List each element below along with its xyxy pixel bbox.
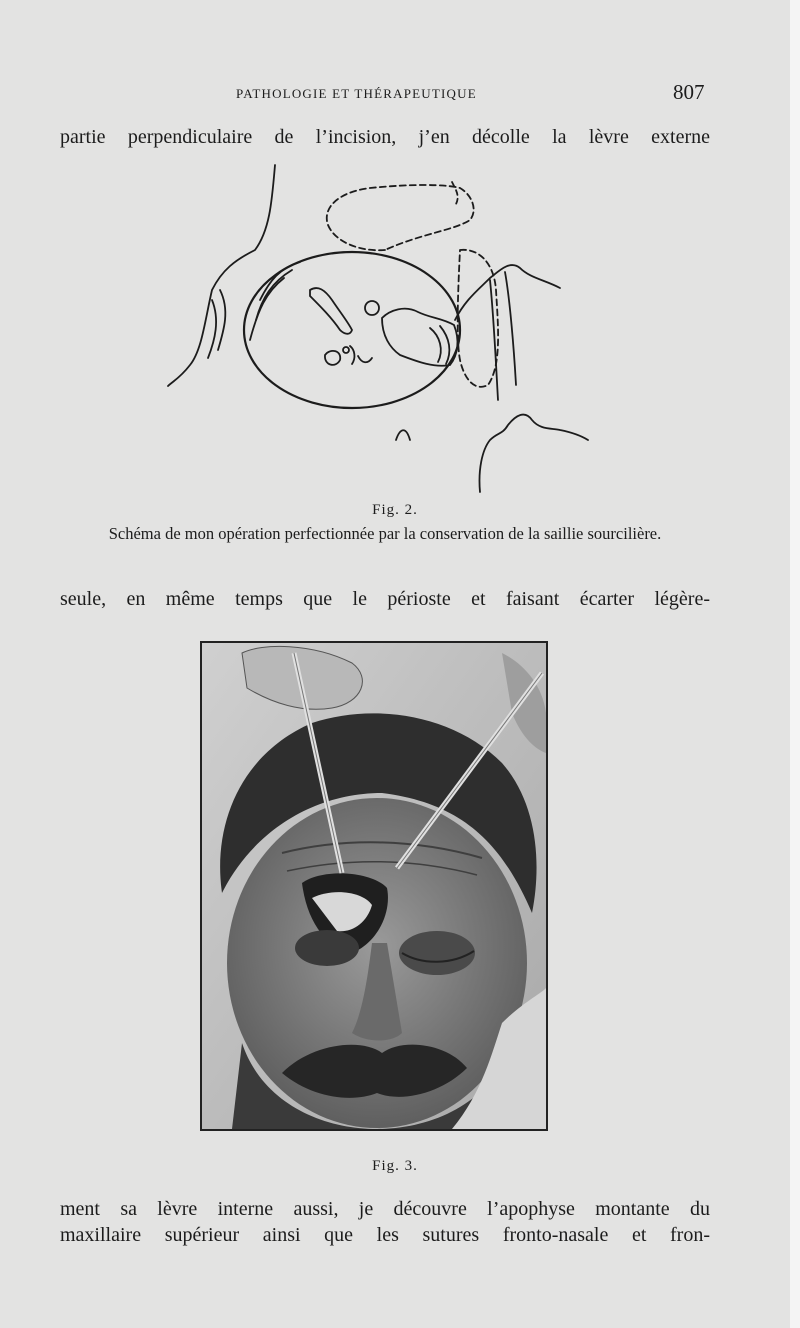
profile-outline [168, 165, 275, 386]
orbit-structure [325, 351, 340, 365]
figure-3-photograph [200, 641, 548, 1131]
body-text-line-4: maxillaire supérieur ainsi que les sutures fronto-nasale et fron- [60, 1224, 710, 1246]
orbit-structure [350, 346, 354, 364]
body-text-line-3: ment sa lèvre interne aussi, je découvre l’apophyse montante du [60, 1198, 710, 1220]
figure-2-schematic [160, 150, 600, 495]
page-number: 807 [673, 80, 705, 104]
figure-2-caption: Schéma de mon opération perfectionnée par la conservation de la saillie sourcilière. [108, 524, 662, 543]
orbit-structure [343, 347, 349, 353]
body-text-line-1: partie perpendiculaire de l’incision, j’en décolle la lèvre externe [60, 126, 710, 148]
nasal-lower-outline [479, 415, 588, 492]
header-title: PATHOLOGIE ET THÉRAPEUTIQUE [236, 86, 477, 101]
orbit-structure [365, 301, 379, 315]
small-mark [396, 430, 410, 440]
frontal-sinus-dashed [327, 185, 474, 250]
brow-shading [218, 290, 225, 350]
figure-3-label: Fig. 3. [372, 1158, 418, 1174]
ethmoid-dashed [458, 250, 498, 387]
body-text-line-2: seule, en même temps que le périoste et faisant écarter légère- [60, 588, 710, 610]
running-head [0, 80, 790, 106]
orbit-structure [358, 356, 372, 362]
brow-shading [208, 300, 216, 358]
figure-2-label: Fig. 2. [372, 502, 418, 518]
orbit-structure [310, 288, 352, 334]
figure-3-photo-render [202, 643, 546, 1129]
